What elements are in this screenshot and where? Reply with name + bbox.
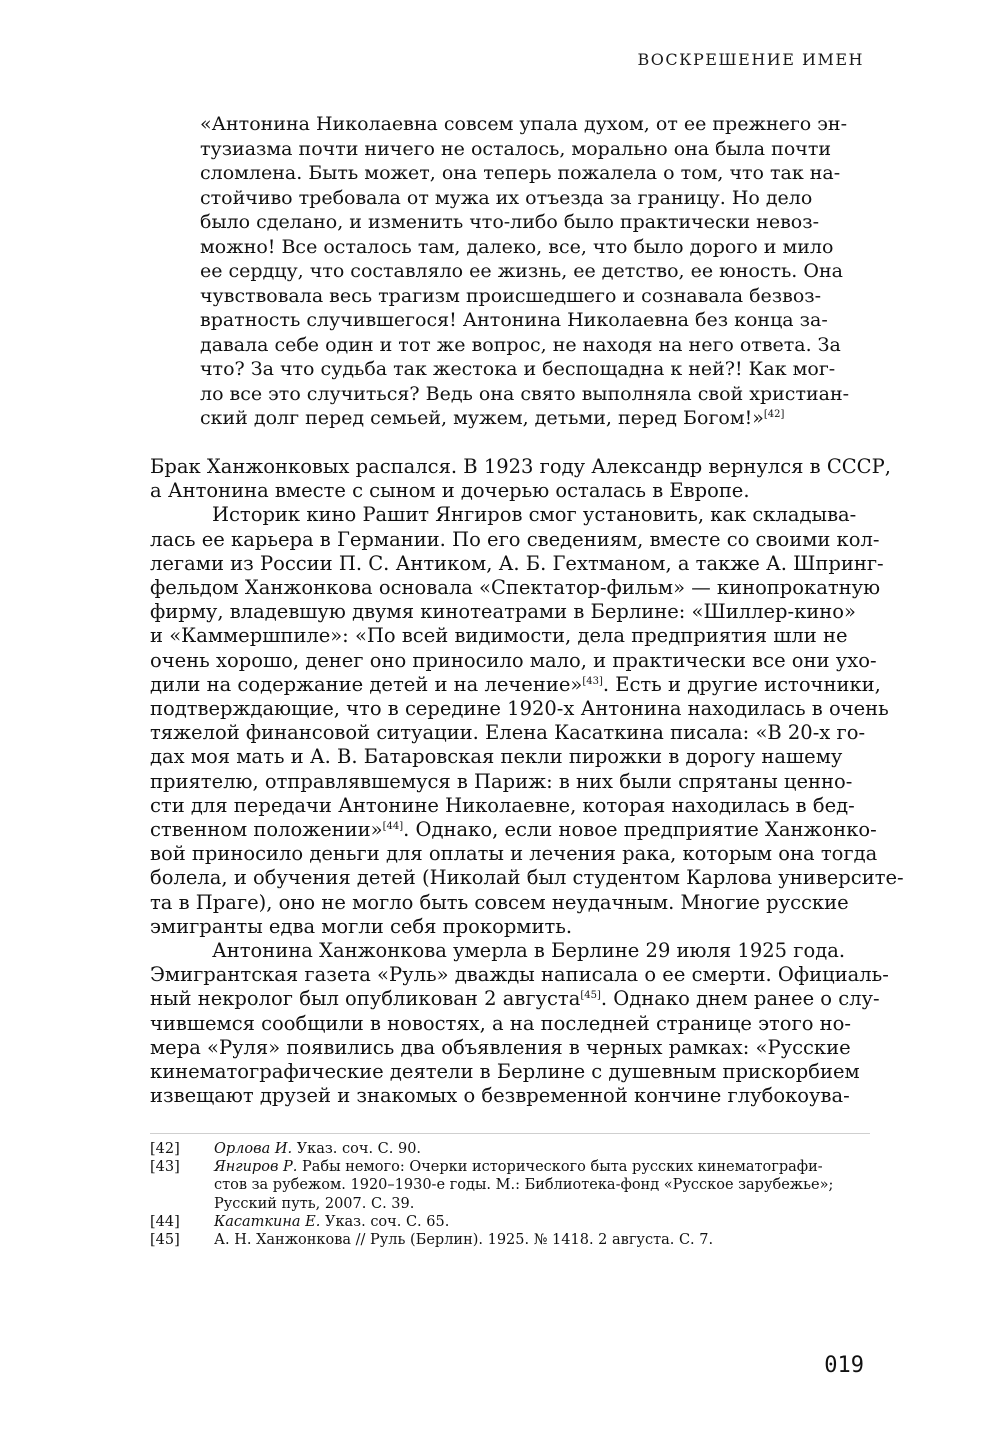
body-line: Антонина Ханжонкова умерла в Берлине 29 июля 1925 года. bbox=[212, 939, 846, 963]
body-line: дах моя мать и А. В. Батаровская пекли пирожки в дорогу нашему bbox=[150, 745, 843, 769]
body-text-segment: ственном положении» bbox=[150, 818, 383, 842]
footnote-line bbox=[214, 1158, 870, 1176]
footnote-text bbox=[214, 1140, 870, 1158]
body-line: и «Каммершпиле»: «По всей видимости, дела предприятия шли не bbox=[150, 624, 848, 648]
body-line bbox=[150, 672, 881, 697]
body-line: Брак Ханжонковых распался. В 1923 году Александр вернулся в СССР, bbox=[150, 455, 891, 478]
footnote-text bbox=[214, 1213, 870, 1231]
quote-line: можно! Все осталось там, далеко, все, что было дорого и мило bbox=[200, 235, 834, 258]
footnote-author: Касаткина Е. bbox=[214, 1213, 321, 1230]
footnote-line: Русский путь, 2007. С. 39. bbox=[214, 1195, 415, 1212]
footnote-number: [42] bbox=[150, 1141, 180, 1157]
footnote-ref[interactable]: [42] bbox=[763, 409, 785, 420]
footnote-text bbox=[214, 1158, 870, 1213]
quote-line: «Антонина Николаевна совсем упала духом, от ее прежнего эн- bbox=[200, 113, 848, 135]
quote-line: тузиазма почти ничего не осталось, морально она была почти bbox=[200, 137, 832, 160]
body-line: болела, и обучения детей (Николай был студентом Карлова университе- bbox=[150, 866, 904, 890]
quote-line: сломлена. Быть может, она теперь пожалела о том, что так на- bbox=[200, 162, 841, 184]
quote-line: было сделано, и изменить что-либо было практически невоз- bbox=[200, 211, 819, 233]
body-line: мера «Руля» появились два объявления в черных рамках: «Русские bbox=[150, 1035, 851, 1059]
body-line: фирму, владевшую двумя кинотеатрами в Берлине: «Шиллер-кино» bbox=[150, 600, 856, 624]
body-line: вой приносило деньги для оплаты и лечения рака, которым она тогда bbox=[150, 842, 878, 866]
body-line: приятелю, отправлявшемуся в Париж: в них были спрятаны ценно- bbox=[150, 769, 853, 793]
body-line bbox=[150, 818, 877, 842]
quote-line-last bbox=[200, 406, 870, 431]
footnote-item bbox=[150, 1158, 870, 1213]
footnote-line bbox=[214, 1213, 870, 1231]
quote-line: давала себе один и тот же вопрос, не находя на него ответа. За bbox=[200, 333, 841, 356]
body-line: тяжелой финансовой ситуации. Елена Касаткина писала: «В 20-х го- bbox=[150, 721, 866, 745]
body-text-segment: дили на содержание детей и на лечение» bbox=[150, 672, 583, 696]
footnote-ref[interactable]: [44] bbox=[382, 821, 404, 833]
footnote-line: стов за рубежом. 1920–1930-е годы. М.: Библиотека-фонд «Русское зарубежье»; bbox=[214, 1177, 834, 1194]
body-line: легами из России П. С. Антиком, А. Б. Гехтманом, а также А. Шпринг- bbox=[150, 551, 884, 575]
body-line: подтверждающие, что в середине 1920-х Антонина находилась в очень bbox=[150, 697, 889, 721]
body-line bbox=[150, 987, 880, 1011]
body-text-segment: . Есть и другие источники, bbox=[602, 672, 881, 696]
footnote-line-text: Указ. соч. С. 65. bbox=[325, 1213, 450, 1230]
body-line: извещают друзей и знакомых о безвременной кончине глубокоува- bbox=[150, 1084, 850, 1108]
body-line: очень хорошо, денег оно приносило мало, и практически все они ухо- bbox=[150, 648, 877, 672]
body-line: фельдом Ханжонкова основала «Спектатор-фильм» — кинопрокатную bbox=[150, 576, 881, 600]
footnote-text bbox=[214, 1231, 870, 1249]
footnote-line: А. Н. Ханжонкова // Руль (Берлин). 1925. № 1418. 2 августа. С. 7. bbox=[214, 1232, 714, 1249]
body-line: та в Праге), оно не могло быть совсем неудачным. Многие русские bbox=[150, 890, 849, 914]
body-line: сти для передачи Антонине Николаевне, которая находилась в бед- bbox=[150, 793, 855, 817]
block-quote bbox=[200, 112, 870, 431]
quote-line: чувствовала весь трагизм происшедшего и сознавала безвоз- bbox=[200, 284, 822, 307]
footnote-line bbox=[214, 1140, 870, 1158]
body-text-segment: . Однако, если новое предприятие Ханжонко- bbox=[403, 818, 877, 842]
footnote-item bbox=[150, 1231, 870, 1249]
footnote-item bbox=[150, 1140, 870, 1158]
quote-line: ло все это случиться? Ведь она свято выполняла свой христиан- bbox=[200, 382, 850, 405]
footnote-number: [44] bbox=[150, 1213, 180, 1230]
footnote-author: Янгиров Р. bbox=[214, 1159, 298, 1176]
body-text bbox=[150, 455, 904, 1108]
footnote-number: [43] bbox=[150, 1159, 180, 1176]
quote-line: что? За что судьба так жестока и беспощадна к ней?! Как мог- bbox=[200, 358, 836, 380]
page-number: 019 bbox=[824, 1353, 864, 1378]
body-text-segment: . Однако днем ранее о слу- bbox=[600, 987, 880, 1011]
quote-line: стойчиво требовала от мужа их отъезда за границу. Но дело bbox=[200, 186, 813, 209]
footnote-line-text: Указ. соч. С. 90. bbox=[296, 1141, 422, 1157]
footnote-line-text: Рабы немого: Очерки исторического быта русских кинематографи- bbox=[301, 1159, 823, 1176]
footnote-divider bbox=[150, 1133, 870, 1134]
footnote-ref[interactable]: [45] bbox=[580, 990, 601, 1002]
body-line: кинематографические деятели в Берлине с душевным прискорбием bbox=[150, 1060, 860, 1084]
running-head: ВОСКРЕШЕНИЕ ИМЕН bbox=[637, 50, 864, 69]
body-line: чившемся сообщили в новостях, а на последней странице этого но- bbox=[150, 1011, 852, 1035]
body-line: Историк кино Рашит Янгиров смог установить, как складыва- bbox=[212, 503, 857, 527]
body-text-segment: ный некролог был опубликован 2 августа bbox=[150, 987, 581, 1011]
footnote-item bbox=[150, 1213, 870, 1231]
quote-line: ее сердцу, что составляло ее жизнь, ее детство, ее юность. Она bbox=[200, 260, 843, 282]
quote-line-text: ский долг перед семьей, мужем, детьми, перед Богом!» bbox=[200, 407, 764, 429]
footnote-author: Орлова И. bbox=[214, 1141, 293, 1157]
body-line: Эмигрантская газета «Руль» дважды написала о ее смерти. Официаль- bbox=[150, 963, 889, 987]
footnotes bbox=[150, 1140, 870, 1249]
footnote-ref[interactable]: [43] bbox=[582, 675, 603, 687]
body-line: эмигранты едва могли себя прокормить. bbox=[150, 914, 573, 938]
body-line: а Антонина вместе с сыном и дочерью осталась в Европе. bbox=[150, 479, 750, 503]
quote-line: вратность случившегося! Антонина Николаевна без конца за- bbox=[200, 309, 828, 331]
body-line: лась ее карьера в Германии. По его сведениям, вместе со своими кол- bbox=[150, 527, 880, 551]
footnote-number: [45] bbox=[150, 1232, 180, 1249]
